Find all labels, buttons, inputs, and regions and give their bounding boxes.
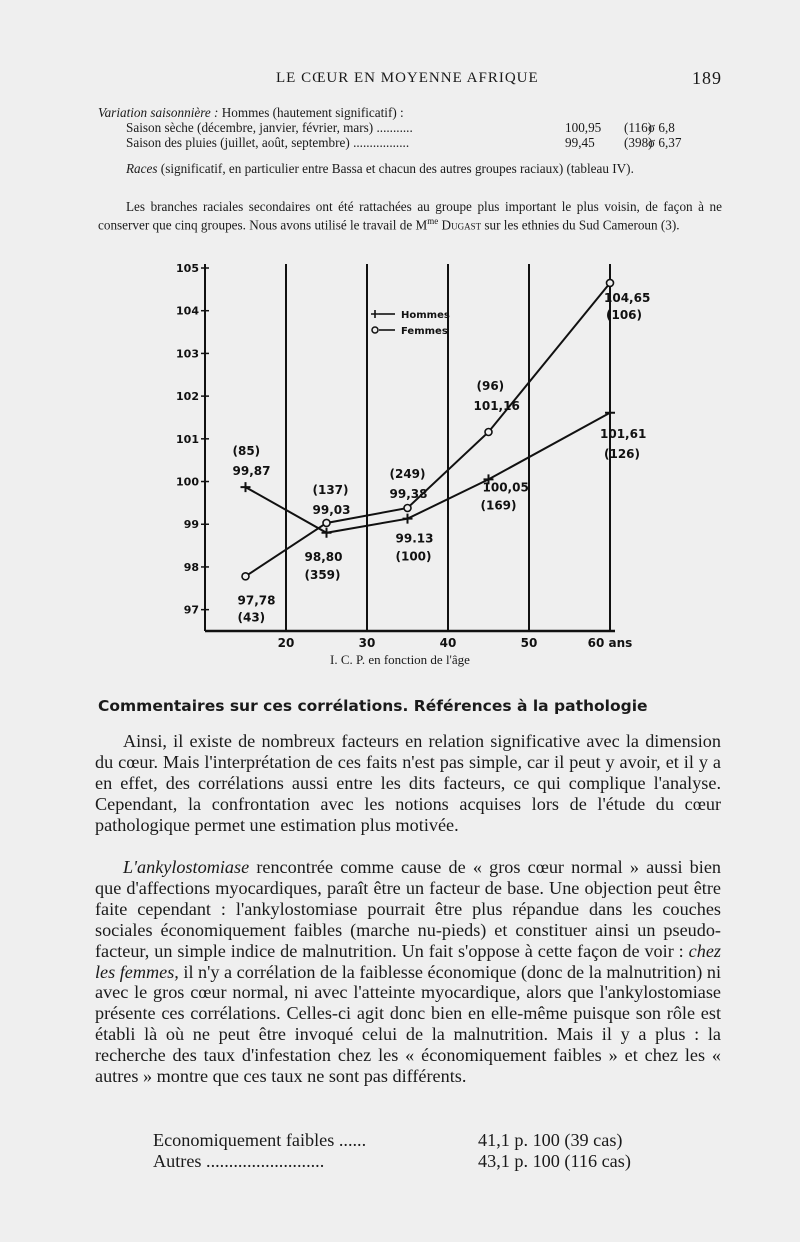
- data-point-hommes: [605, 408, 615, 418]
- section-heading: Commentaires sur ces corrélations. Références à la pathologie: [98, 697, 648, 715]
- data-point-femmes: [323, 519, 330, 526]
- data-point-hommes: [322, 528, 332, 538]
- ankylostomiase-lead: L'ankylostomiase: [123, 857, 250, 877]
- count-label: (100): [395, 549, 432, 564]
- count-label: (137): [312, 482, 349, 497]
- count-label: (169): [480, 498, 517, 513]
- legend-marker-femmes: [372, 327, 378, 333]
- paragraph-2: [95, 857, 721, 1087]
- chart-caption: I. C. P. en fonction de l'âge: [330, 652, 470, 667]
- y-tick-label: 100: [176, 475, 199, 489]
- season-row: [98, 120, 722, 135]
- season-sigma: σ 6,37: [648, 135, 682, 150]
- season-count: (398): [624, 135, 653, 150]
- seasonal-variation: [98, 105, 722, 150]
- data-point-femmes: [242, 573, 249, 580]
- races-paragraph: [98, 161, 722, 176]
- rate-value: 41,1 p. 100 (39 cas): [478, 1130, 623, 1150]
- chart-svg: [160, 256, 660, 656]
- count-label: (126): [604, 446, 641, 461]
- branches-text-end: sur les ethnies du Sud Cameroun (3).: [481, 217, 680, 233]
- x-tick-label: 20: [277, 636, 295, 650]
- y-tick-label: 97: [183, 603, 199, 617]
- count-label: (249): [389, 467, 426, 482]
- season-value: 100,95: [565, 120, 602, 135]
- value-label: 100,05: [482, 480, 529, 495]
- value-label: 99,38: [389, 487, 428, 502]
- icp-age-chart: [160, 256, 660, 676]
- season-label: Saison sèche (décembre, janvier, février, mars) ...........: [126, 120, 413, 135]
- page-number: 189: [692, 68, 722, 88]
- season-row: [98, 135, 722, 150]
- value-label: 99.13: [395, 531, 434, 546]
- paragraph-1: Ainsi, il existe de nombreux facteurs en relation significative avec la dimension du cœur. Mais l'interprétation de ces faits n'est pas simple, car il peut y avoir, et il y a en effet, des corrélations aussi entre les dits facteurs, ce qui complique l'analyse. Cependant, la confrontation avec les notions acquises lors de l'étude du cœur pathologique permet une estimation plus motivée.: [95, 731, 721, 835]
- rate-row: [153, 1151, 673, 1172]
- data-point-hommes: [403, 514, 413, 524]
- rate-label: Autres ..........................: [153, 1151, 325, 1171]
- count-label: (106): [606, 307, 643, 322]
- seasonal-heading-rest: Hommes (hautement significatif) :: [221, 105, 404, 120]
- value-label: 97,78: [237, 593, 276, 608]
- legend-marker-hommes: [371, 310, 379, 318]
- season-sigma: σ 6,8: [648, 120, 675, 135]
- value-label: 101,61: [600, 426, 647, 441]
- x-tick-label: 60 ans: [587, 636, 633, 650]
- count-label: (43): [237, 610, 266, 625]
- rate-row: [153, 1130, 673, 1151]
- infestation-rates: [153, 1130, 673, 1172]
- paragraph-2-part-2: il n'y a corrélation de la faiblesse économique (donc de la malnutrition) ni avec le gros cœur normal, ni avec l'atteinte myocardique, alors que l'ankylostomiase présente ces corrélations. Celles-ci agit donc bien en elle-même puisque son rôle est établi là où ne peut être invoqué celui de la malnutrition. Mais il y a plus : la recherche des taux d'infestation chez les « économiquement faibles » et chez les « autres » montre que ces taux ne sont pas différents.: [95, 961, 721, 1087]
- races-text: (significatif, en particulier entre Bassa et chacun des autres groupes raciaux) (tableau IV).: [160, 161, 634, 176]
- value-label: 104,65: [604, 290, 651, 305]
- y-tick-label: 103: [176, 347, 199, 361]
- data-point-femmes: [404, 505, 411, 512]
- data-point-femmes: [607, 279, 614, 286]
- rate-label: Economiquement faibles ......: [153, 1130, 367, 1150]
- count-label: (96): [476, 378, 505, 393]
- y-tick-label: 104: [176, 304, 199, 318]
- legend-label: Femmes: [401, 326, 448, 337]
- x-tick-label: 40: [439, 636, 457, 650]
- season-value: 99,45: [565, 135, 595, 150]
- value-label: 99,87: [232, 464, 271, 479]
- season-count: (116): [624, 120, 653, 135]
- value-label: 98,80: [304, 549, 343, 564]
- legend-label: Hommes: [401, 310, 450, 321]
- value-label: 101,16: [473, 398, 520, 413]
- rate-value: 43,1 p. 100 (116 cas): [478, 1151, 631, 1171]
- y-tick-label: 102: [176, 390, 199, 404]
- count-label: (85): [232, 444, 261, 459]
- data-point-femmes: [485, 428, 492, 435]
- count-label: (359): [304, 567, 341, 582]
- value-label: 99,03: [312, 502, 351, 517]
- branches-text: Les branches raciales secondaires ont été rattachées au groupe plus important le plus voisin, de façon à ne conserver que cinq groupes. Nous avons utilisé le travail de M: [98, 199, 722, 233]
- y-tick-label: 101: [176, 432, 199, 446]
- data-point-hommes: [241, 482, 251, 492]
- x-tick-label: 50: [520, 636, 538, 650]
- seasonal-heading: Variation saisonnière :: [98, 105, 219, 120]
- paragraph-2-part-1: rencontrée comme cause de « gros cœur normal » aussi bien que d'affections myocardiques, paraît être un facteur de base. Une objection peut être faite cependant : l'ankylostomiase pourrait être plus répandue dans les couches sociales économiquement faibles (marche nu-pieds) et constituer ainsi un pseudo-facteur, un simple indice de malnutrition. Un fait s'oppose à cette façon de voir :: [95, 857, 721, 961]
- y-tick-label: 98: [183, 560, 199, 574]
- branches-paragraph: [98, 199, 722, 232]
- races-lead: Races: [126, 161, 158, 176]
- x-tick-label: 30: [358, 636, 376, 650]
- running-title: LE CŒUR EN MOYENNE AFRIQUE: [276, 70, 539, 86]
- y-tick-label: 99: [183, 518, 199, 532]
- series-line-hommes: [246, 413, 611, 533]
- branches-sup: me: [427, 216, 439, 226]
- season-label: Saison des pluies (juillet, août, septembre) .................: [126, 135, 410, 150]
- y-tick-label: 105: [176, 262, 199, 275]
- author-name: Dugast: [441, 217, 482, 233]
- paragraph-2-emphasis: chez les femmes,: [95, 940, 721, 982]
